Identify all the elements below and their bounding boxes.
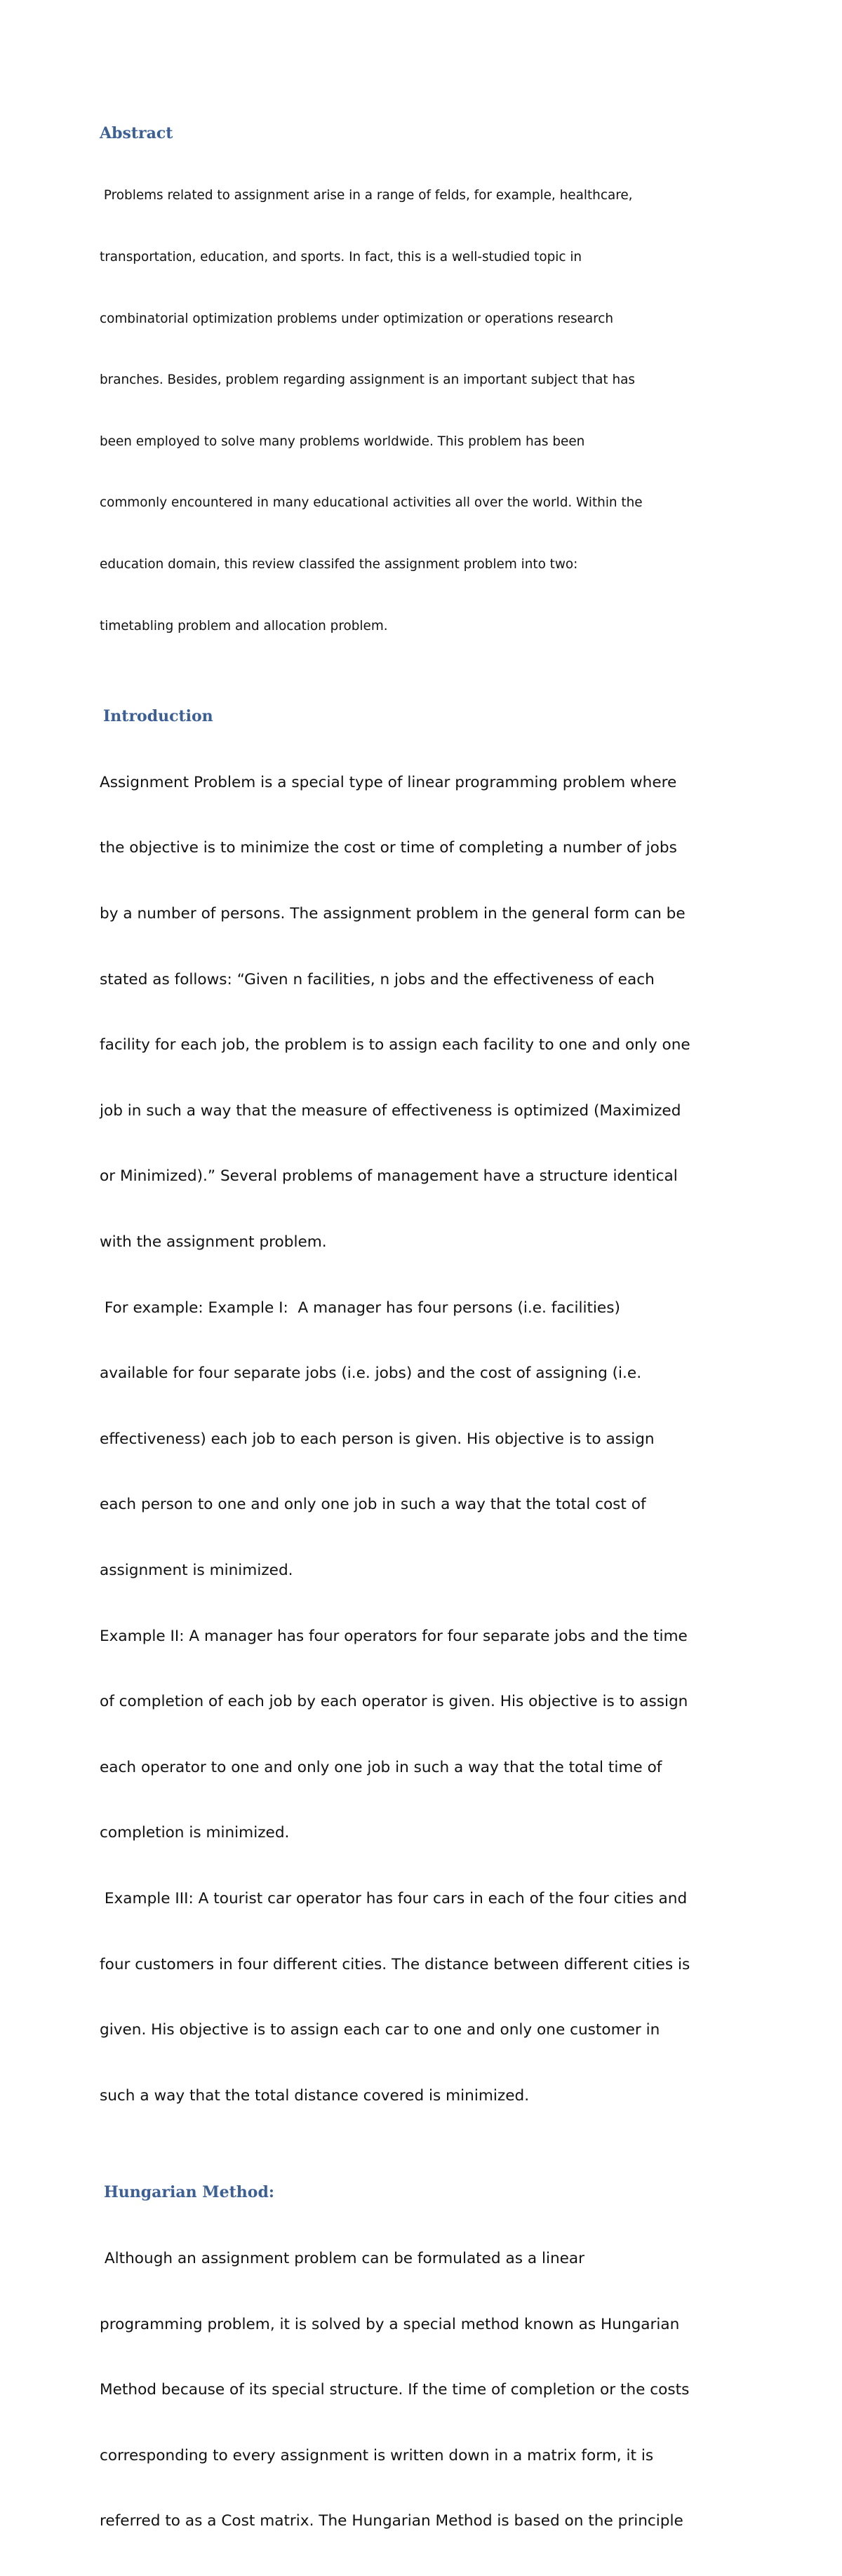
example-three-line: four customers in four different cities. The distance between different cities is (100, 1955, 690, 1973)
example-three-line: such a way that the total distance covered is minimized. (100, 2086, 530, 2105)
introduction-body (100, 727, 752, 2150)
introduction-line: facility for each job, the problem is to assign each facility to one and only one (100, 1036, 690, 1054)
abstract-line: transportation, education, and sports. In fact, this is a well-studied topic in (100, 250, 582, 265)
document-content (100, 121, 752, 2576)
abstract-line: timetabling problem and allocation problem. (100, 618, 388, 633)
abstract-line: branches. Besides, problem regarding assignment is an important subject that has (100, 373, 635, 388)
abstract-line: been employed to solve many problems worldwide. This problem has been (100, 434, 585, 449)
example-one-line: assignment is minimized. (100, 1562, 293, 1579)
abstract-body (100, 145, 752, 677)
example-two-line: completion is minimized. (100, 1824, 290, 1842)
introduction-heading: Introduction (103, 707, 213, 726)
example-two-line: each operator to one and only one job in such a way that the total time of (100, 1758, 662, 1776)
hungarian-line: Although an assignment problem can be formulated as a linear (100, 2249, 585, 2267)
introduction-line: the objective is to minimize the cost or time of completing a number of jobs (100, 839, 677, 857)
abstract-line: commonly encountered in many educational activities all over the world. Within the (100, 495, 643, 511)
example-one-line: available for four separate jobs (i.e. jobs) and the cost of assigning (i.e. (100, 1364, 642, 1383)
introduction-line: stated as follows: “Given n facilities, n jobs and the effectiveness of each (100, 970, 655, 988)
introduction-line: by a number of persons. The assignment problem in the general form can be (100, 904, 686, 923)
introduction-line: with the assignment problem. (100, 1233, 327, 1251)
hungarian-method-heading: Hungarian Method: (104, 2183, 274, 2202)
introduction-line: or Minimized).” Several problems of management have a structure identical (100, 1167, 678, 1186)
abstract-heading: Abstract (100, 124, 173, 142)
example-one-line: each person to one and only one job in such a way that the total cost of (100, 1496, 646, 1514)
example-three-line: given. His objective is to assign each car to one and only one customer in (100, 2021, 660, 2039)
hungarian-line: referred to as a Cost matrix. The Hungarian Method is based on the principle (100, 2512, 683, 2530)
abstract-line: combinatorial optimization problems under optimization or operations research (100, 311, 614, 326)
example-one-line: For example: Example I: A manager has four persons (i.e. facilities) (100, 1299, 620, 1317)
example-one-line: effectiveness) each job to each person is given. His objective is to assign (100, 1430, 655, 1448)
example-three-line: Example III: A tourist car operator has four cars in each of the four cities and (100, 1890, 688, 1908)
hungarian-line: Method because of its special structure. If the time of completion or the costs (100, 2381, 690, 2399)
example-two-line: of completion of each job by each operator is given. His objective is to assign (100, 1693, 688, 1711)
hungarian-method-body (100, 2203, 752, 2575)
introduction-line: Assignment Problem is a special type of linear programming problem where (100, 773, 677, 791)
hungarian-line: programming problem, it is solved by a special method known as Hungarian (100, 2315, 680, 2333)
introduction-line: job in such a way that the measure of effectiveness is optimized (Maximized (100, 1101, 681, 1120)
hungarian-line: corresponding to every assignment is written down in a matrix form, it is (100, 2446, 654, 2464)
example-two-line: Example II: A manager has four operators for four separate jobs and the time (100, 1627, 688, 1645)
abstract-line: education domain, this review classifed the assignment problem into two: (100, 557, 578, 572)
abstract-line: Problems related to assignment arise in a range of felds, for example, healthcare, (100, 188, 633, 203)
